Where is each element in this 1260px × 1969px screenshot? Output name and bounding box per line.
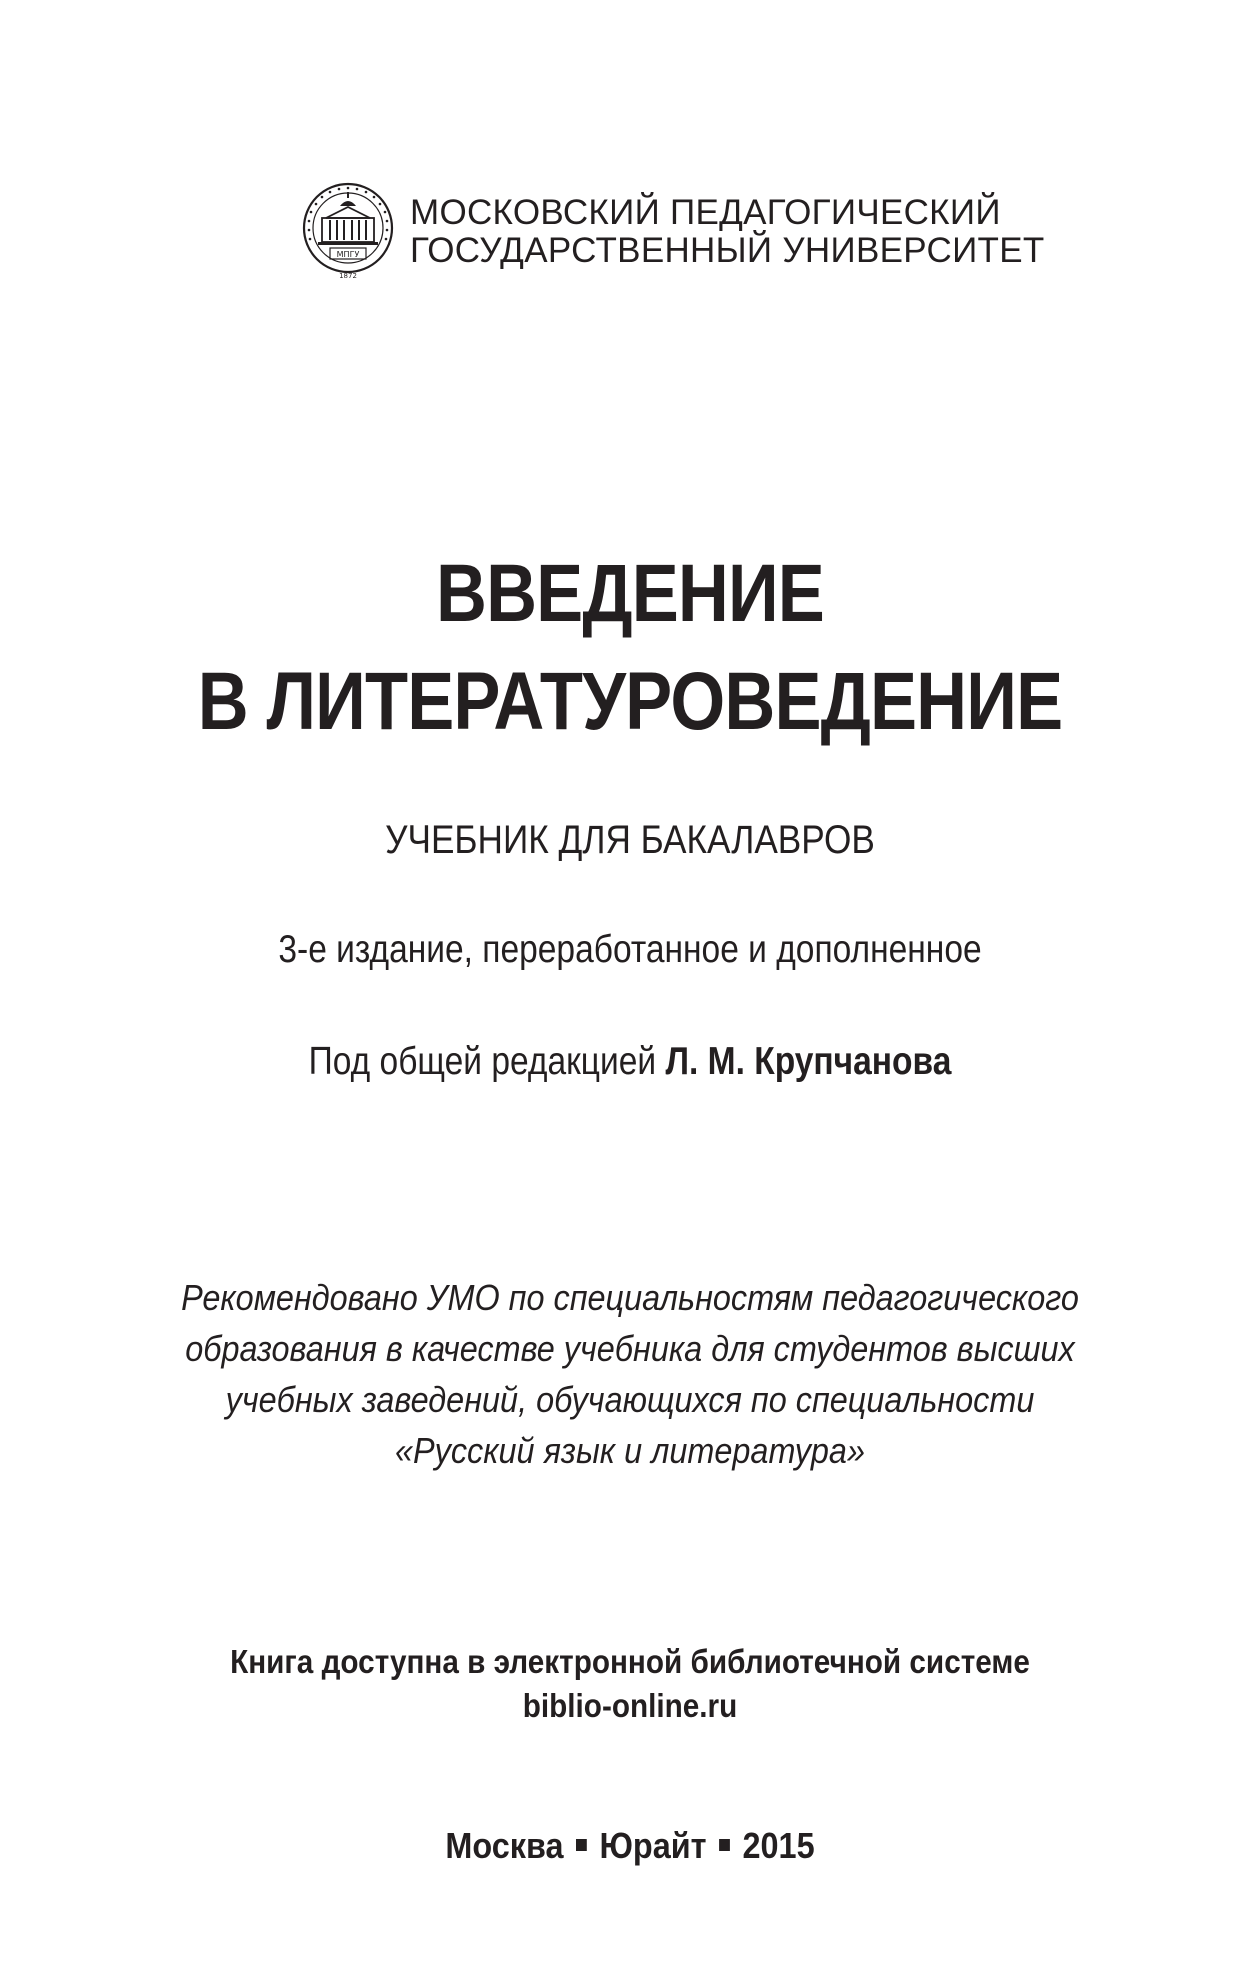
book-title bbox=[88, 540, 1172, 756]
imprint bbox=[63, 1823, 1197, 1869]
editor-name: Л. М. Крупчанова bbox=[665, 1040, 952, 1083]
university-seal-icon bbox=[300, 178, 396, 282]
availability-text: Книга доступна в электронной библиотечной системе bbox=[230, 1643, 1030, 1680]
editor-prefix: Под общей редакцией bbox=[308, 1040, 657, 1083]
edition-info: 3-е издание, переработанное и дополненное bbox=[278, 928, 982, 971]
book-subtitle: УЧЕБНИК ДЛЯ БАКАЛАВРОВ bbox=[385, 818, 875, 862]
book-title-line-2: В ЛИТЕРАТУРОВЕДЕНИЕ bbox=[197, 656, 1063, 747]
recommendation-line-2: образования в качестве учебника для студентов высших bbox=[185, 1328, 1075, 1369]
availability-notice bbox=[63, 1640, 1197, 1728]
emblem-year: 1872 bbox=[339, 272, 357, 280]
university-header bbox=[300, 178, 1045, 288]
recommendation-text bbox=[63, 1272, 1197, 1476]
imprint-year: 2015 bbox=[742, 1825, 815, 1866]
square-bullet-icon bbox=[576, 1839, 587, 1851]
recommendation-line-1: Рекомендовано УМО по специальностям педагогического bbox=[181, 1277, 1079, 1318]
university-name bbox=[410, 194, 1045, 270]
university-name-line-2: ГОСУДАРСТВЕННЫЙ УНИВЕРСИТЕТ bbox=[410, 231, 1045, 270]
imprint-city: Москва bbox=[445, 1825, 564, 1866]
editor-credit bbox=[88, 1037, 1172, 1087]
book-title-line-1: ВВЕДЕНИЕ bbox=[436, 548, 824, 639]
square-bullet-icon bbox=[719, 1839, 730, 1851]
recommendation-line-3: учебных заведений, обучающихся по специальности bbox=[225, 1379, 1035, 1420]
recommendation-line-4: «Русский язык и литература» bbox=[395, 1430, 865, 1471]
title-block bbox=[0, 540, 1260, 756]
library-link[interactable]: biblio-online.ru bbox=[522, 1687, 738, 1724]
emblem-label: МПГУ bbox=[336, 250, 360, 259]
university-name-line-1: МОСКОВСКИЙ ПЕДАГОГИЧЕСКИЙ bbox=[410, 193, 1001, 232]
imprint-publisher: Юрайт bbox=[599, 1825, 707, 1866]
